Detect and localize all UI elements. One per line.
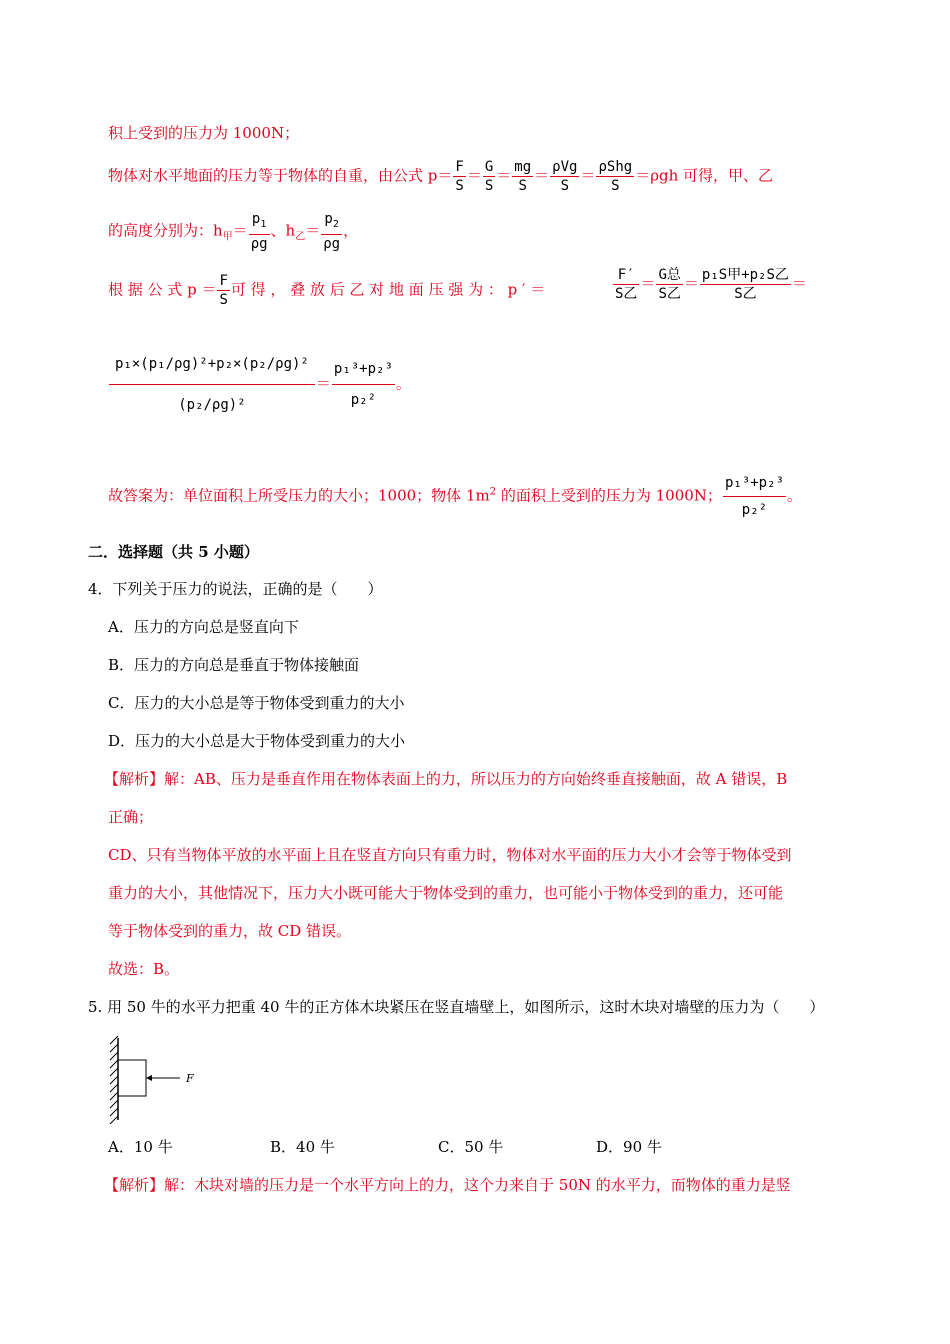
- period: 。: [395, 374, 411, 393]
- arrow-head: [146, 1075, 152, 1081]
- text-line-4-mid: 可 得 ， 叠 放 后 乙 对 地 面 压 强 为 ： p ′ ＝: [230, 280, 546, 299]
- q5-analysis-1: 【解析】解：木块对墙的压力是一个水平方向上的力，这个力来自于 50N 的水平力，而物体的重力是竖: [104, 1176, 791, 1194]
- frac-p1-rhog: $\frac{p_1}{\rho g}$: [250, 211, 268, 252]
- answer-sup: 2: [489, 486, 497, 498]
- text-line-2-post: ＝ρgh 可得，甲、乙: [635, 166, 774, 185]
- q4-stem: 4．下列关于压力的说法，正确的是（ ）: [88, 580, 383, 598]
- q4-analysis-tag: 【解析】: [104, 770, 165, 788]
- answer-post: 的面积上受到的压力为 1000N；: [496, 486, 722, 505]
- frac-Fprime-Szi: $\frac{F'}{\text{S乙}}$: [615, 267, 638, 302]
- q5-analysis-tag: 【解析】: [104, 1176, 165, 1194]
- text-h: 的高度分别为：h: [108, 221, 223, 240]
- q5-option-d: D．90 牛: [596, 1138, 662, 1156]
- wood-block: [118, 1060, 146, 1096]
- q4-answer: 故选：B。: [108, 960, 180, 978]
- q4-option-b: B．压力的方向总是垂直于物体接触面: [108, 656, 360, 674]
- frac-combo: $\frac{\text{p₁S甲+p₂S乙}}{\text{S乙}}$: [701, 267, 789, 302]
- q5-figure: [100, 1034, 210, 1124]
- formula-big: $\frac{\text{p₁×(p₁/ρg)²+p₂×(p₂/ρg)²}}{\text{(p₂/ρg)²}}$ ＝ $\frac{\text{p₁³+p₂³}}{\text{p₂²}}$ 。: [108, 344, 411, 425]
- text-comma: ，: [343, 221, 359, 240]
- frac-rhoVg-S: $\frac{\text{ρVg}}{S}$: [552, 159, 578, 194]
- q5-options: [108, 1136, 662, 1158]
- text-line-2: 物体对水平地面的压力等于物体的自重，由公式 p＝ $\frac{F}{S}$ ＝ $\frac{G}{S}$ ＝ $\frac{mg}{S}$ ＝ $\frac{\text{ρVg}}{S}$ ＝ $\frac{\text{ρShg}}{S}$ ＝ρgh 可得，甲、乙: [108, 159, 774, 194]
- text-line-2-pre: 物体对水平地面的压力等于物体的自重，由公式 p＝: [108, 166, 453, 185]
- frac-G-S: $\frac{G}{S}$: [484, 159, 494, 194]
- frac-F-S: $\frac{F}{S}$: [455, 159, 464, 194]
- frac-p2-rhog: $\frac{p_2}{\rho g}$: [323, 211, 341, 252]
- equals-sign: ＝: [232, 221, 248, 240]
- answer-pre: 故答案为：单位面积上所受压力的大小；1000；物体 1m: [108, 486, 490, 505]
- q4-analysis-3: CD、只有当物体平放的水平面上且在竖直方向只有重力时，物体对水平面的压力大小才会等于物体受到: [108, 846, 792, 864]
- frac-rhoShg-S: $\frac{\text{ρShg}}{S}$: [598, 159, 633, 194]
- q5-stem: 5. 用 50 牛的水平力把重 40 牛的正方体木块紧压在竖直墙壁上，如图所示，这时木块对墙壁的压力为（ ）: [88, 998, 825, 1016]
- text-line-3: 的高度分别为：$h_甲=$ $\frac{p_1}{\rho g}$ 、$h_乙=$ $\frac{p_2}{\rho g}$ ，: [108, 211, 359, 252]
- frac-result-2: $\frac{\text{p₁³+p₂³}}{\text{p₂²}}$: [723, 470, 786, 523]
- frac-big: $\frac{\text{p₁×(p₁/ρg)²+p₂×(p₂/ρg)²}}{\text{(p₂/ρg)²}}$: [109, 344, 315, 425]
- answer-line: 故答案为：单位面积上所受压力的大小；1000；物体 $1m^2$ 的面积上受到的压力为 1000N； $\frac{\text{p₁³+p₂³}}{\text{p₂²}}$ 。: [108, 470, 802, 523]
- q5-option-c: C．50 牛: [438, 1138, 504, 1156]
- q5-option-a: A．10 牛: [108, 1138, 173, 1156]
- force-label: F: [186, 1072, 194, 1085]
- q5-option-b: B．40 牛: [270, 1138, 335, 1156]
- frac-Gzong-Szi: $\frac{\text{G总}}{\text{S乙}}$: [658, 267, 681, 302]
- text-line-1: 积上受到的压力为 1000N；: [108, 124, 300, 142]
- frac-mg-S: $\frac{mg}{S}$: [514, 159, 532, 194]
- frac-F-S-2: $\frac{F}{S}$: [219, 273, 228, 308]
- subscript-yi: 乙: [295, 231, 306, 243]
- q4-analysis-2: 正确；: [108, 808, 154, 826]
- q4-analysis-1: 【解析】解：AB、压力是垂直作用在物体表面上的力，所以压力的方向始终垂直接触面，故 A 错误，B: [104, 770, 788, 788]
- frac-result: $\frac{\text{p₁³+p₂³}}{\text{p₂²}}$: [332, 354, 395, 415]
- q4-analysis-5: 等于物体受到的重力，故 CD 错误。: [108, 922, 352, 940]
- q4-option-a: A．压力的方向总是竖直向下: [108, 618, 299, 636]
- q4-option-d: D．压力的大小总是大于物体受到重力的大小: [108, 732, 406, 750]
- subscript-jia: 甲: [222, 231, 233, 243]
- text-separator: 、h: [270, 221, 296, 240]
- text-line-4-pre: 根 据 公 式 p ＝: [108, 280, 217, 299]
- formula-line-4-right: $\frac{F'}{\text{S乙}}$ ＝ $\frac{\text{G总}}{\text{S乙}}$ ＝ $\frac{\text{p₁S甲+p₂S乙}}{\text{S乙}}$ ＝: [615, 267, 807, 302]
- text-line-4: [108, 272, 545, 309]
- section-heading: 二．选择题（共 5 小题）: [88, 543, 259, 561]
- q4-analysis-4: 重力的大小，其他情况下，压力大小既可能大于物体受到的重力，也可能小于物体受到的重力，还可能: [108, 884, 784, 902]
- wall-hatching: [110, 1036, 118, 1124]
- q4-option-c: C．压力的大小总是等于物体受到重力的大小: [108, 694, 405, 712]
